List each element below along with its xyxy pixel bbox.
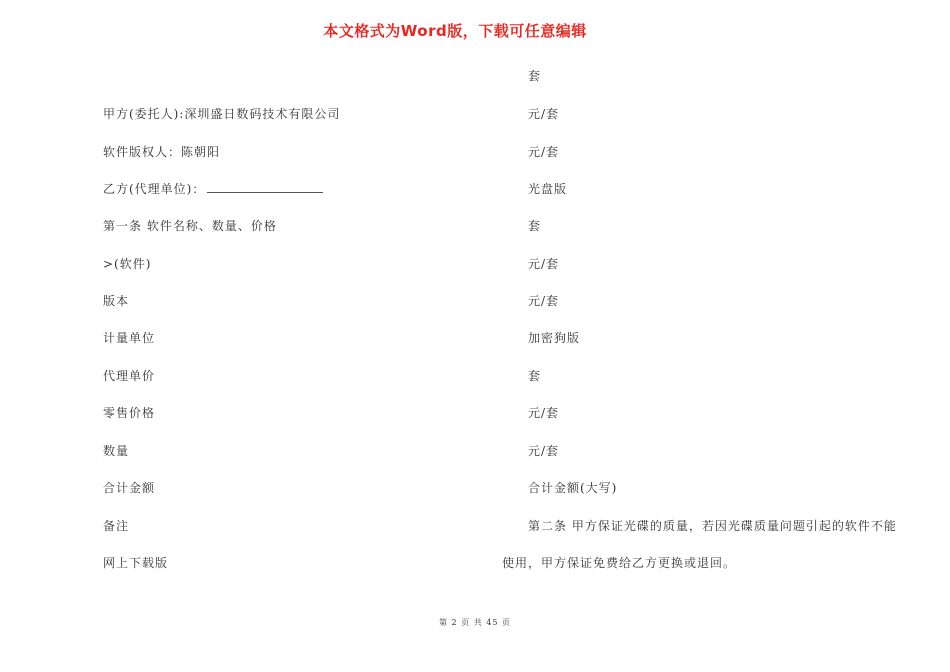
cd-version-label: 光盘版 bbox=[528, 182, 568, 196]
yuan-per-set-3: 元/套 bbox=[528, 257, 560, 271]
page-number-footer: 第 2 页 共 45 页 bbox=[439, 618, 511, 627]
yuan-per-set-5: 元/套 bbox=[528, 406, 560, 420]
yuan-per-set-1: 元/套 bbox=[528, 107, 560, 121]
party-a-line: 甲方(委托人):深圳盛日数码技术有限公司 bbox=[103, 107, 341, 121]
set-unit-1: 套 bbox=[528, 69, 542, 83]
software-label: >(软件) bbox=[103, 257, 152, 271]
online-download-label: 网上下载版 bbox=[103, 556, 169, 570]
party-b-label: 乙方(代理单位)： bbox=[103, 182, 206, 196]
version-label: 版本 bbox=[103, 294, 130, 308]
document-banner: 本文格式为Word版，下载可任意编辑 bbox=[323, 22, 587, 40]
party-b-blank-line bbox=[207, 181, 323, 193]
set-unit-3: 套 bbox=[528, 369, 542, 383]
copyright-holder-line: 软件版权人：陈朝阳 bbox=[103, 145, 221, 159]
party-b-line bbox=[103, 181, 323, 197]
remarks-label: 备注 bbox=[103, 519, 130, 533]
article2-line2: 使用，甲方保证免费给乙方更换或退回。 bbox=[502, 556, 737, 570]
total-amount-words-label: 合计金额(大写) bbox=[528, 481, 618, 495]
unit-label: 计量单位 bbox=[103, 331, 156, 345]
set-unit-2: 套 bbox=[528, 219, 542, 233]
total-amount-label: 合计金额 bbox=[103, 481, 156, 495]
article1-title: 第一条 软件名称、数量、价格 bbox=[103, 219, 277, 233]
yuan-per-set-6: 元/套 bbox=[528, 444, 560, 458]
retail-price-label: 零售价格 bbox=[103, 406, 156, 420]
article2-line1: 第二条 甲方保证光碟的质量，若因光碟质量问题引起的软件不能 bbox=[528, 519, 897, 533]
yuan-per-set-4: 元/套 bbox=[528, 294, 560, 308]
agent-price-label: 代理单价 bbox=[103, 369, 156, 383]
quantity-label: 数量 bbox=[103, 444, 130, 458]
dongle-version-label: 加密狗版 bbox=[528, 331, 581, 345]
yuan-per-set-2: 元/套 bbox=[528, 145, 560, 159]
